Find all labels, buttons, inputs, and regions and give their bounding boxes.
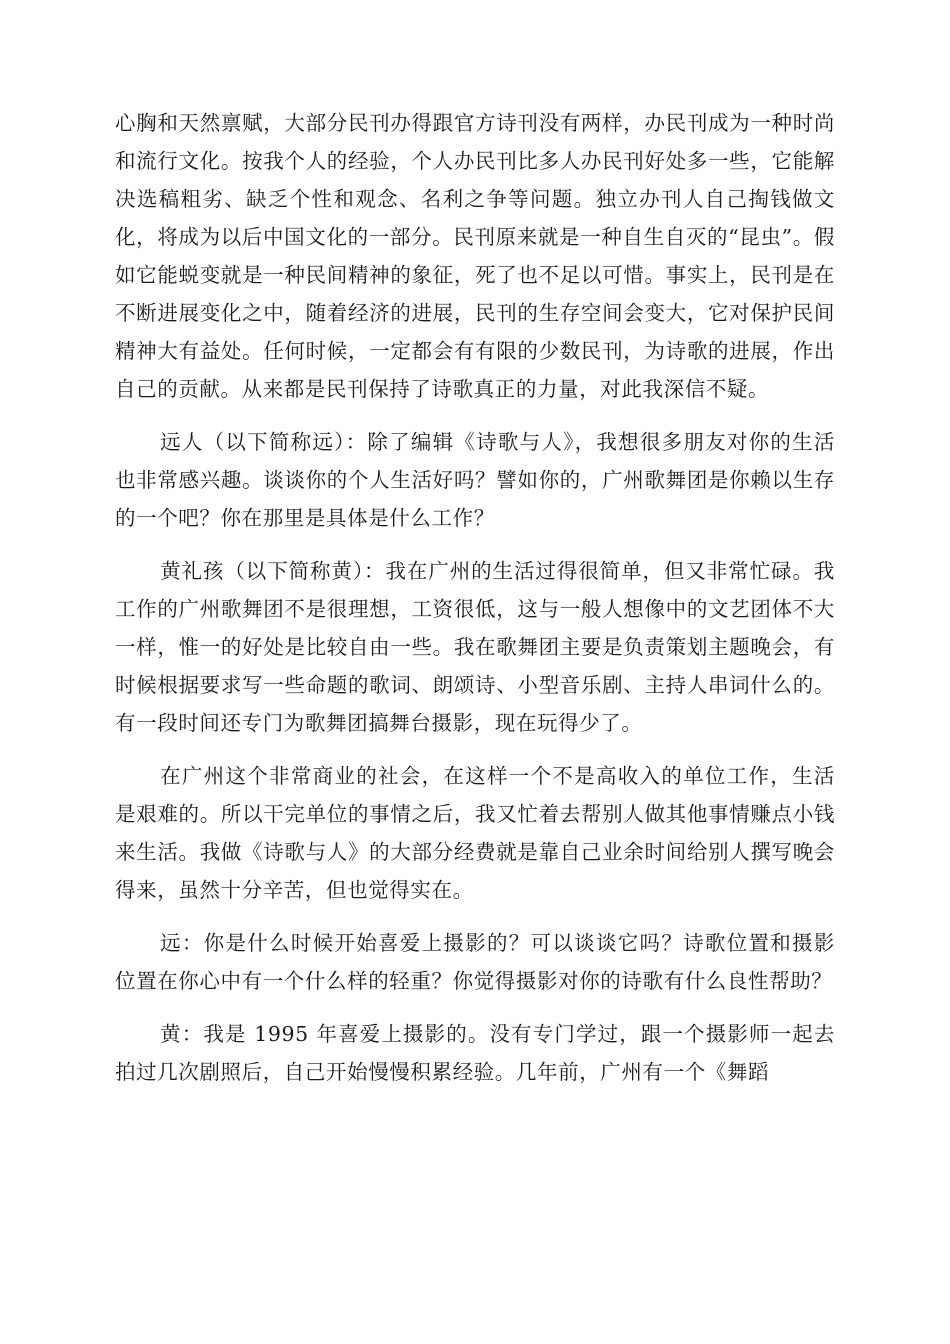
paragraph-6: 黄：我是 1995 年喜爱上摄影的。没有专门学过，跟一个摄影师一起去拍过几次剧照后，自己开始慢慢积累经验。几年前，广州有一个《舞蹈 xyxy=(115,1022,835,1084)
paragraph-3: 黄礼孩（以下简称黄）：我在广州的生活过得很简单，但又非常忙碌。我工作的广州歌舞团不是很理想，工资很低，这与一般人想像中的文艺团体不大一样，惟一的好处是比较自由一些。我在歌舞团主要是负责策划主题晚会，有时候根据要求写一些命题的歌词、朗颂诗、小型音乐剧、主持人串词什么的。有一段时间还专门为歌舞团搞舞台摄影，现在玩得少了。 xyxy=(115,559,835,735)
paragraph-4: 在广州这个非常商业的社会，在这样一个不是高收入的单位工作，生活是艰难的。所以干完单位的事情之后，我又忙着去帮别人做其他事情赚点小钱来生活。我做《诗歌与人》的大部分经费就是靠自己业余时间给别人撰写晚会得来，虽然十分辛苦，但也觉得实在。 xyxy=(115,764,835,902)
paragraph-5: 远：你是什么时候开始喜爱上摄影的？可以谈谈它吗？诗歌位置和摄影位置在你心中有一个什么样的轻重？你觉得摄影对你的诗歌有什么良性帮助？ xyxy=(115,931,835,993)
document-page xyxy=(115,104,835,1106)
paragraph-2: 远人（以下简称远）：除了编辑《诗歌与人》，我想很多朋友对你的生活也非常感兴趣。谈谈你的个人生活好吗？譬如你的，广州歌舞团是你赖以生存的一个吧？你在那里是具体是什么工作？ xyxy=(115,430,835,530)
paragraph-1: 心胸和天然禀赋，大部分民刊办得跟官方诗刊没有两样，办民刊成为一种时尚和流行文化。按我个人的经验，个人办民刊比多人办民刊好处多一些，它能解决选稿粗劣、缺乏个性和观念、名利之争等问题。独立办刊人自己掏钱做文化，将成为以后中国文化的一部分。民刊原来就是一种自生自灭的“昆虫”。假如它能蜕变就是一种民间精神的象征，死了也不足以可惜。事实上，民刊是在不断进展变化之中，随着经济的进展，民刊的生存空间会变大，它对保护民间精神大有益处。任何时候，一定都会有有限的少数民刊，为诗歌的进展，作出自己的贡献。从来都是民刊保持了诗歌真正的力量，对此我深信不疑。 xyxy=(115,111,835,401)
